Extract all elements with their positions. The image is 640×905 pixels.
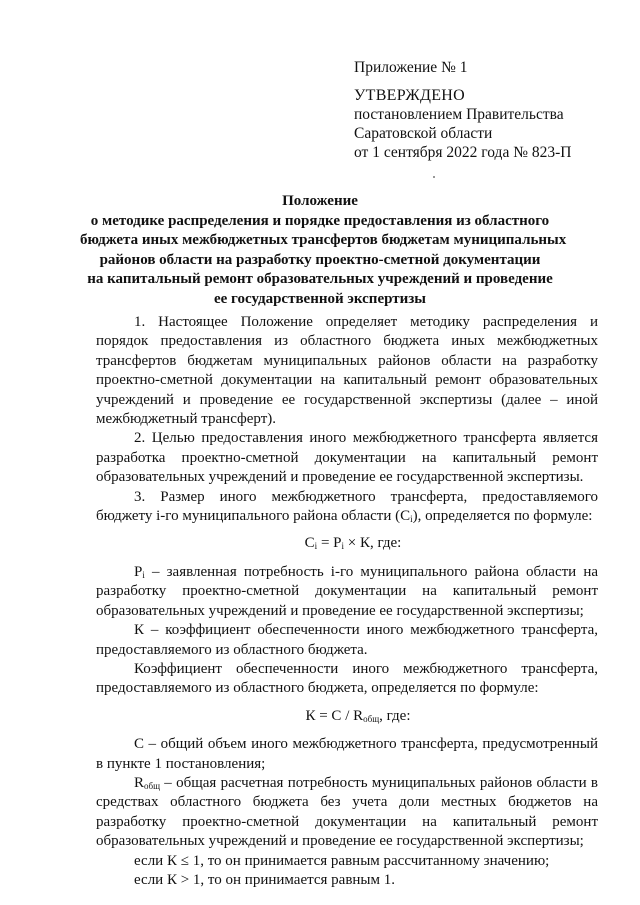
paragraph-3-text-a: 3. Размер иного межбюджетного трансферта, предоставляемого бюджету i-го муниципального района области (С <box>96 488 598 525</box>
approval-stamp <box>354 58 624 162</box>
formula-ci-left: С <box>304 535 315 552</box>
appendix-label: Приложение № 1 <box>354 59 468 76</box>
coefficient-intro: Коэффициент обеспеченности иного межбюджетного трансферта, предоставляемого из областного бюджета, определяется по формуле: <box>96 660 598 697</box>
definition-k: К – коэффициент обеспеченности иного межбюджетного трансферта, предоставляемого из областного бюджета. <box>96 622 598 658</box>
definition-r-text: – общая расчетная потребность муниципальных районов области в средствах областного бюджета без учета доли местных бюджетов на разработку проектно-сметной документации на капитальный ремонт образовательных учреждений и проведение ее государственной экспертизы; <box>96 774 598 850</box>
scan-speck <box>433 176 435 178</box>
formula-k <box>96 707 598 726</box>
definition-c: С – общий объем иного межбюджетного трансферта, предусмотренный в пункте 1 постановления; <box>96 736 598 772</box>
document-title <box>80 192 567 309</box>
condition-1: если К ≤ 1, то он принимается равным рассчитанному значению; <box>134 852 550 869</box>
title-line-5: на капитальный ремонт образовательных учреждений и проведение <box>87 271 553 287</box>
formula-ci <box>96 534 598 553</box>
formula-ci-eq-sub: i <box>341 541 345 552</box>
title-line-6: ее государственной экспертизы <box>213 290 426 307</box>
paragraph-3 <box>96 488 598 527</box>
definition-pi <box>96 563 598 621</box>
title-line-1: Положение <box>282 193 358 209</box>
definition-pi-sub: i <box>142 569 145 580</box>
formula-k-rest: , где: <box>379 707 411 724</box>
definition-r-sub: общ <box>144 780 161 791</box>
formula-ci-rest: × К, где: <box>344 535 402 552</box>
approval-line-1: постановлением Правительства <box>354 106 564 123</box>
title-line-4: районов области на разработку проектно-сметной документации <box>99 251 541 268</box>
condition-2: если К > 1, то он принимается равным 1. <box>134 871 395 888</box>
formula-ci-left-sub: i <box>314 541 318 552</box>
definition-r-symbol: R <box>134 774 145 791</box>
formula-ci-eq: = Р <box>317 535 342 552</box>
formula-k-main: К = С / R <box>305 707 364 724</box>
approval-line-3: от 1 сентября 2022 года № 823-П <box>354 144 572 161</box>
approval-line-2: Саратовской области <box>354 125 493 142</box>
title-line-2: о методике распределения и порядке предоставления из областного <box>90 212 550 229</box>
title-line-3: бюджета иных межбюджетных трансфертов бюджетам муниципальных <box>80 232 567 248</box>
definition-r <box>96 774 598 852</box>
definition-pi-text: – заявленная потребность i-го муниципального района области на разработку проектно-сметной документации на капитальный ремонт образовательных учреждений и проведение ее государственной экспертизы; <box>96 563 598 619</box>
paragraph-2: 2. Целью предоставления иного межбюджетного трансферта является разработка проектно-сметной документации на капитальный ремонт образовательных учреждений и проведение ее государственной экспертизы. <box>96 430 598 486</box>
definition-pi-symbol: Р <box>134 563 143 580</box>
approved-label: УТВЕРЖДЕНО <box>354 87 466 104</box>
paragraph-1: 1. Настоящее Положение определяет методику распределения и порядок предоставления из областного бюджета иных межбюджетных трансфертов бюджетам муниципальных районов области на разработку проектно-сметной документации на капитальный ремонт образовательных учреждений и проведение ее государственной экспертизы (далее – иной межбюджетный трансферт). <box>96 314 598 428</box>
paragraph-3-subscript: i <box>410 514 413 525</box>
formula-k-sub: общ <box>363 713 380 724</box>
paragraph-3-text-b: ), определяется по формуле: <box>412 508 593 525</box>
document-body <box>96 313 598 890</box>
